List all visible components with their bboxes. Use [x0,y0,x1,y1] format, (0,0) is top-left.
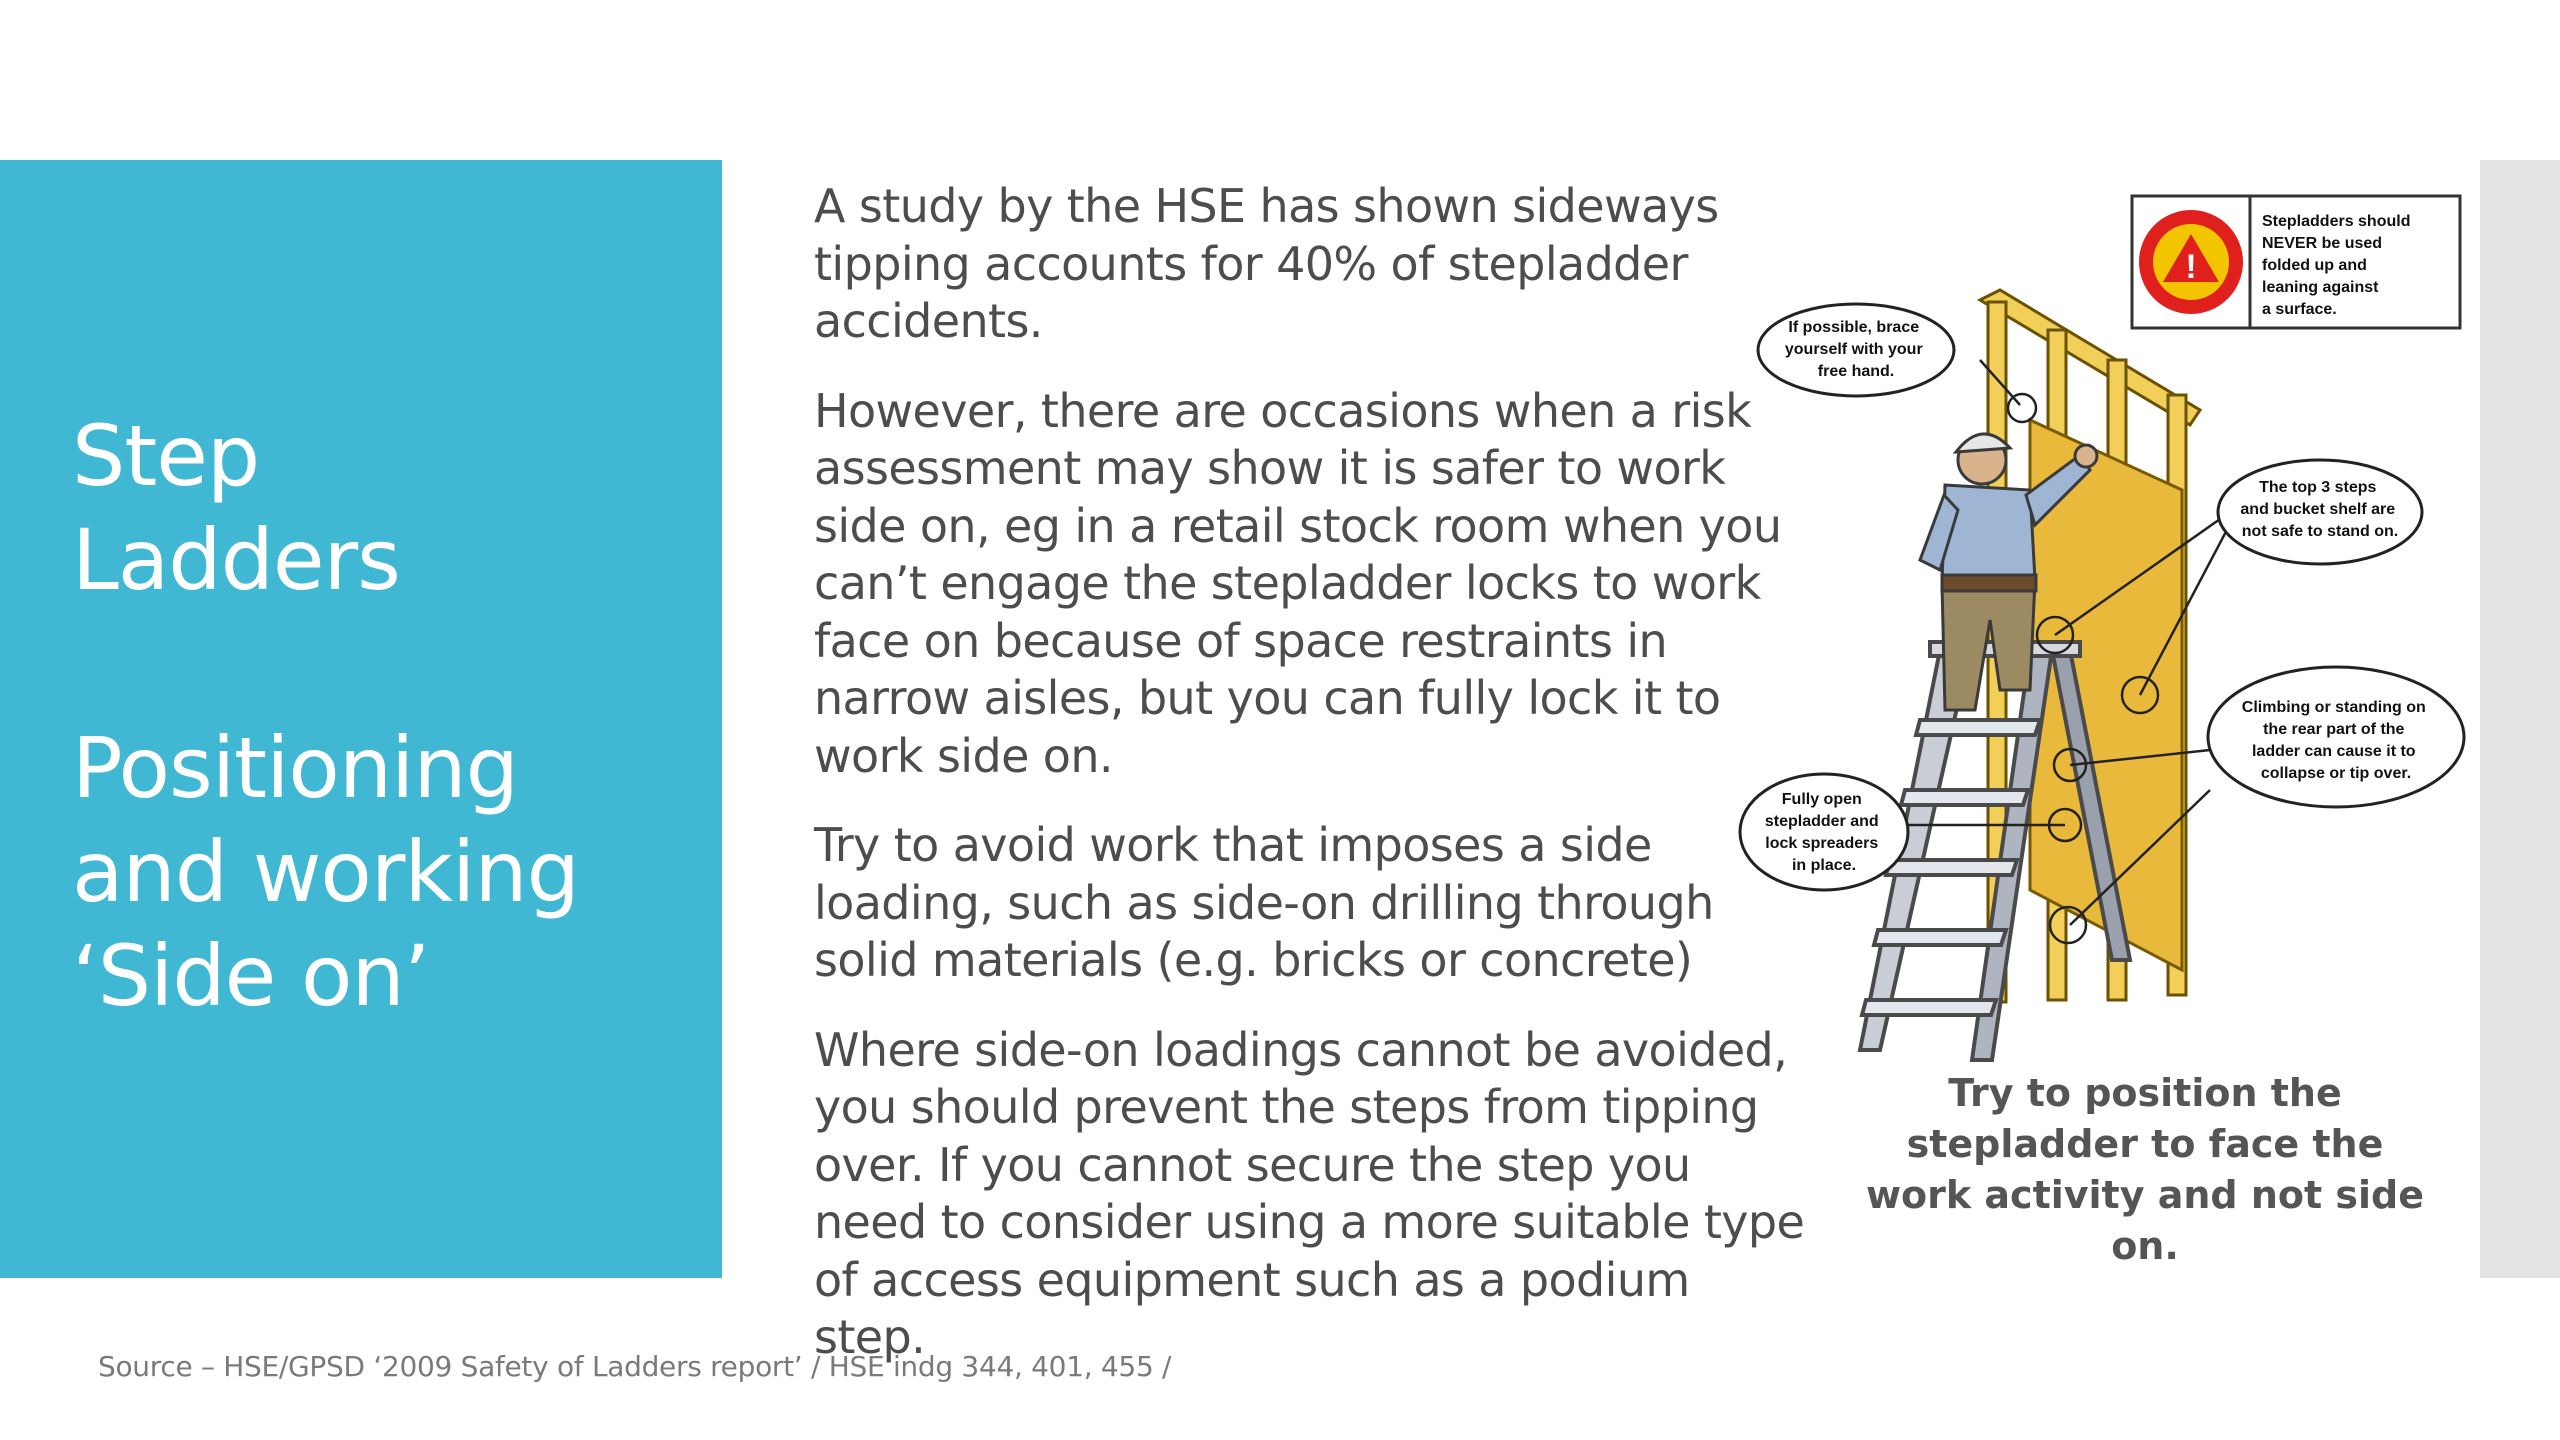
warning-text: folded up and [2262,257,2367,274]
subtitle-line: ‘Side on’ [72,927,430,1025]
callout-text: Climbing or standing on [2241,699,2426,716]
slide-edge-strip [2480,160,2560,1278]
callout-text: in place. [1791,857,1857,874]
body-paragraph: Where side-on loadings cannot be avoided, you should prevent the steps from tipping over. If you cannot secure the step you need to consider using a more suitable type of access equipment such as a podium step. [814,1022,1805,1364]
callout-text: yourself with your [1784,341,1923,358]
warning-text: a surface. [2262,301,2337,318]
title-line: Step [72,407,260,505]
callout-text: free hand. [1817,363,1895,380]
svg-text:The top 3 steps and buck [2240,479,2399,540]
callout-top-steps [2218,460,2422,564]
subtitle-line: and working [72,823,579,921]
warning-sign [2132,196,2460,328]
callout-text: and bucket shelf are [2240,501,2396,518]
callout-text: not safe to stand on. [2241,523,2399,540]
callout-text: ladder can cause it to [2251,743,2416,760]
warning-text: Stepladders should [2262,213,2411,230]
body-paragraph: However, there are occasions when a risk assessment may show it is safer to work side on, eg in a retail stock room when you can’t engage the stepladder locks to work face on because of space restraints in narrow aisles, but you can fully lock it to work side on. [814,383,1782,783]
body-paragraph: Try to avoid work that imposes a side loading, such as side-on drilling through solid materials (e.g. bricks or concrete) [814,818,1714,987]
callout-text: If possible, brace [1788,319,1920,336]
callout-text: The top 3 steps [2259,479,2377,496]
subtitle-line: Positioning [72,719,518,817]
warning-text: leaning against [2262,279,2379,296]
callout-climbing [2208,667,2464,807]
callout-text: lock spreaders [1765,835,1879,852]
callout-text: Fully open [1781,791,1862,808]
body-text [814,178,1814,1399]
callout-text: collapse or tip over. [2260,765,2412,782]
callout-brace [1758,304,1954,396]
title-line: Ladders [72,511,400,609]
body-paragraph: A study by the HSE has shown sideways tipping accounts for 40% of stepladder accidents. [814,179,1719,348]
callout-text: the rear part of the [2263,721,2405,738]
warning-text: NEVER be used [2262,235,2383,252]
figure-caption: Try to position the stepladder to face the work activity and not side on. [1865,1071,2425,1268]
source-footnote: Source – HSE/GPSD ‘2009 Safety of Ladders report’ / HSE indg 344, 401, 455 / [98,1350,1172,1383]
slide-title [72,404,692,1028]
callout-text: stepladder and [1764,813,1879,830]
callout-fully-open [1740,774,1908,890]
svg-text:!: ! [2185,248,2197,286]
stepladder-illustration [1730,190,2480,1070]
